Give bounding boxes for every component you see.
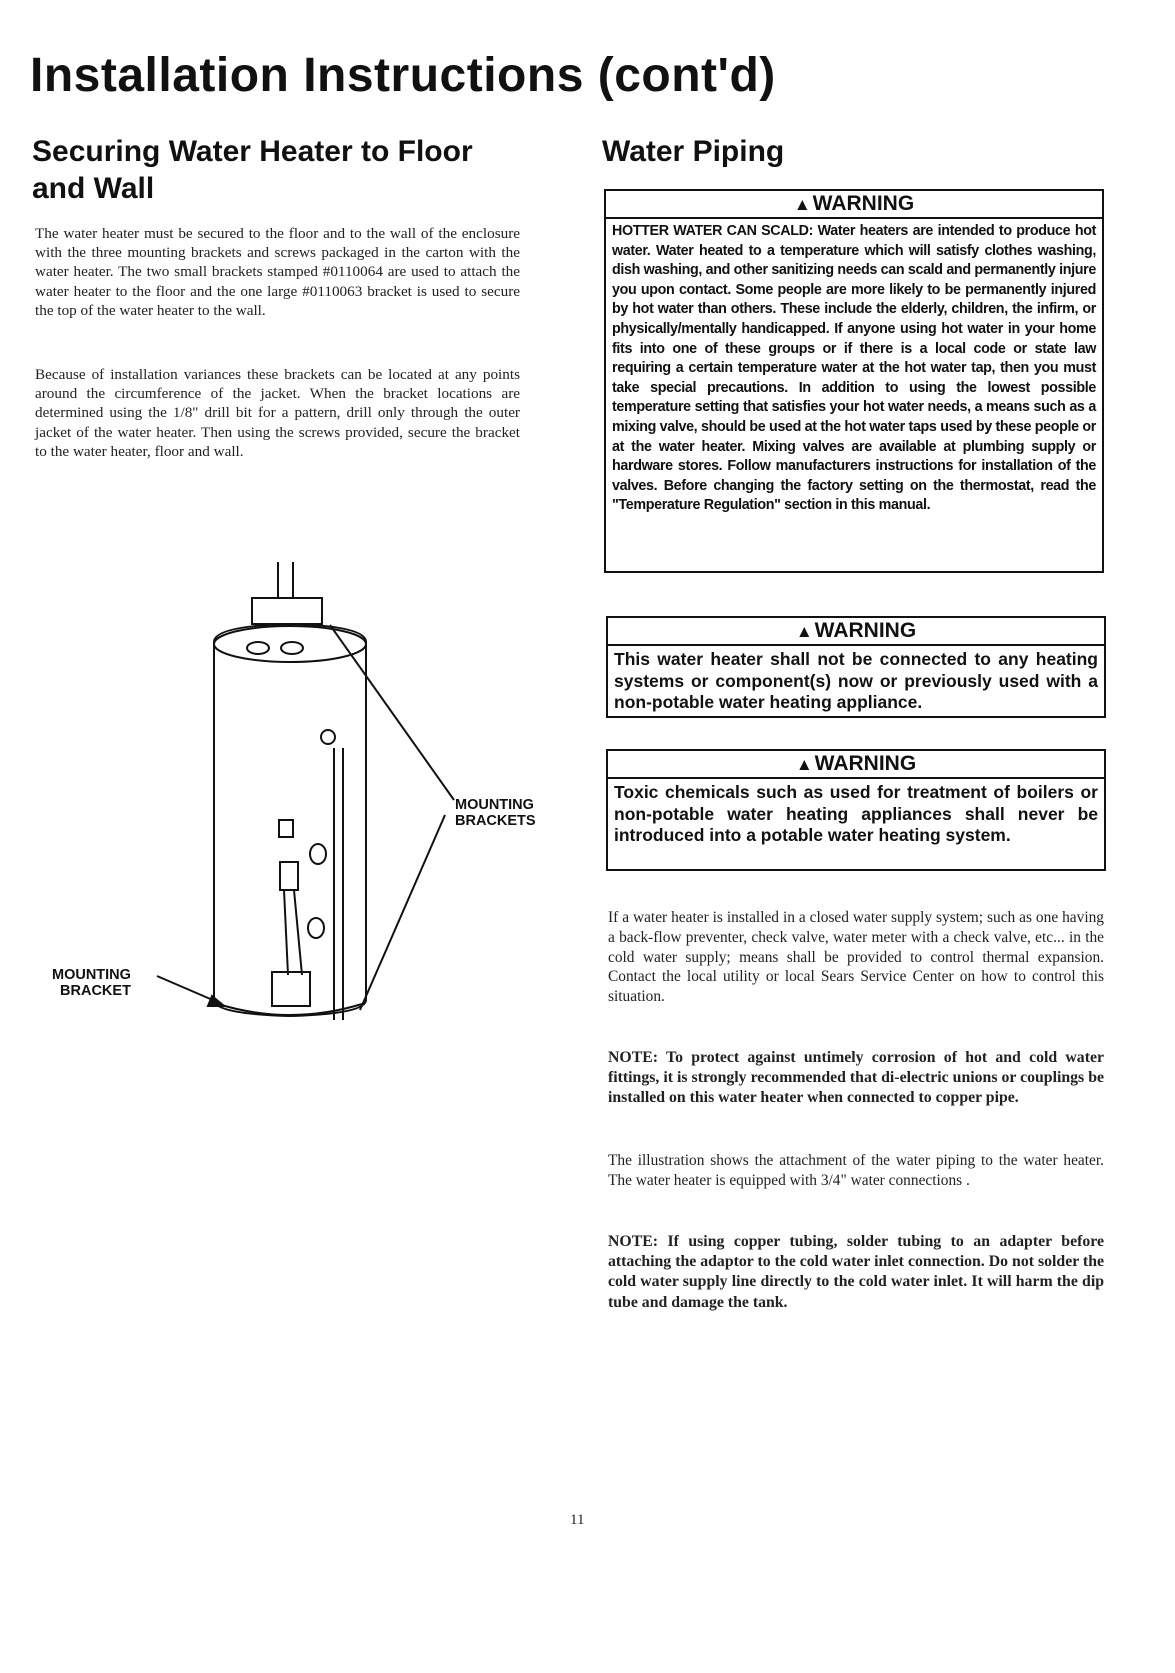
warning-triangle-icon: ▲ bbox=[793, 195, 811, 214]
warning-header bbox=[608, 751, 1104, 779]
warning-box-toxic-chemicals bbox=[606, 749, 1106, 871]
warning-triangle-icon: ▲ bbox=[795, 622, 813, 641]
warning-text: HOTTER WATER CAN SCALD: Water heaters are intended to produce hot water. Water heated to a temperature which will satisfy clothes washing, dish washing, and other sanitizing needs can scald and permanently injure you upon contact. Some people are more likely to be permanently injured by hot water than others. These include the elderly, children, the infirm, or physically/mentally handicapped. If anyone using hot water in your home fits into one of these groups or if there is a local code or state law requiring a certain temperature water at the hot water tap, then you must take special precautions. In addition to using the lowest possible temperature setting that satisfies your hot water needs, a means such as a mixing valve, should be used at the hot water taps used by these people or at the water heater. Mixing valves are available at plumbing supply or hardware stores. Follow manufacturers instructions for installation of the valves. Before changing the factory setting on the thermostat, read the "Temperature Regulation" section in this manual. bbox=[612, 223, 1096, 514]
warning-title: WARNING bbox=[814, 619, 917, 642]
warning-title: WARNING bbox=[812, 192, 915, 215]
section-heading-water-piping: Water Piping bbox=[602, 135, 785, 168]
closed-system-paragraph: If a water heater is installed in a closed water supply system; such as one having a back-flow preventer, check valve, water meter with a check valve, etc... in the cold water supply; means shall be provided to control thermal expansion. Contact the local utility or local Sears Service Center on how to control this situation. bbox=[608, 909, 1104, 1006]
illustration-paragraph: The illustration shows the attachment of the water piping to the water heater. The water heater is equipped with 3/4" water connections . bbox=[608, 1152, 1104, 1189]
section-heading-securing: Securing Water Heater to Floor and Wall bbox=[32, 135, 473, 205]
warning-text: Toxic chemicals such as used for treatment of boilers or non-potable water heating appliances shall never be introduced into a potable water heating system. bbox=[614, 782, 1098, 845]
warning-box-scald bbox=[604, 189, 1104, 573]
warning-text: This water heater shall not be connected to any heating systems or component(s) now or previously used with a non-potable water heating appliance. bbox=[614, 649, 1098, 712]
warning-header bbox=[608, 618, 1104, 646]
copper-tubing-note: NOTE: If using copper tubing, solder tubing to an adapter before attaching the adaptor to the cold water inlet connection. Do not solder the cold water supply line directly to the cold water inlet. It will harm the dip tube and damage the tank. bbox=[608, 1233, 1104, 1311]
warning-triangle-icon: ▲ bbox=[795, 755, 813, 774]
securing-paragraph-1: The water heater must be secured to the floor and to the wall of the enclosure with the three mounting brackets and screws packaged in the carton with the water heater. The two small brackets stamped #0110064 are used to attach the water heater to the floor and the one large #0110063 bracket is used to secure the top of the water heater to the wall. bbox=[35, 225, 520, 319]
page-title: Installation Instructions (cont'd) bbox=[30, 49, 776, 102]
dielectric-note: NOTE: To protect against untimely corrosion of hot and cold water fittings, it is strongly recommended that di-electric unions or couplings be installed on this water heater when connected to copper pipe. bbox=[608, 1049, 1104, 1107]
mounting-brackets-label: MOUNTING BRACKETS bbox=[455, 797, 536, 829]
securing-paragraph-2: Because of installation variances these brackets can be located at any points around the circumference of the jacket. When the bracket locations are determined using the 1/8" drill bit for a pattern, drill only through the outer jacket of the water heater. Then using the screws provided, secure the bracket to the water heater, floor and wall. bbox=[35, 366, 520, 460]
warning-header bbox=[606, 191, 1102, 219]
mounting-bracket-label: MOUNTING BRACKET bbox=[52, 967, 131, 999]
warning-box-heating-systems bbox=[606, 616, 1106, 718]
warning-title: WARNING bbox=[814, 752, 917, 775]
page-number: 11 bbox=[570, 1512, 585, 1528]
